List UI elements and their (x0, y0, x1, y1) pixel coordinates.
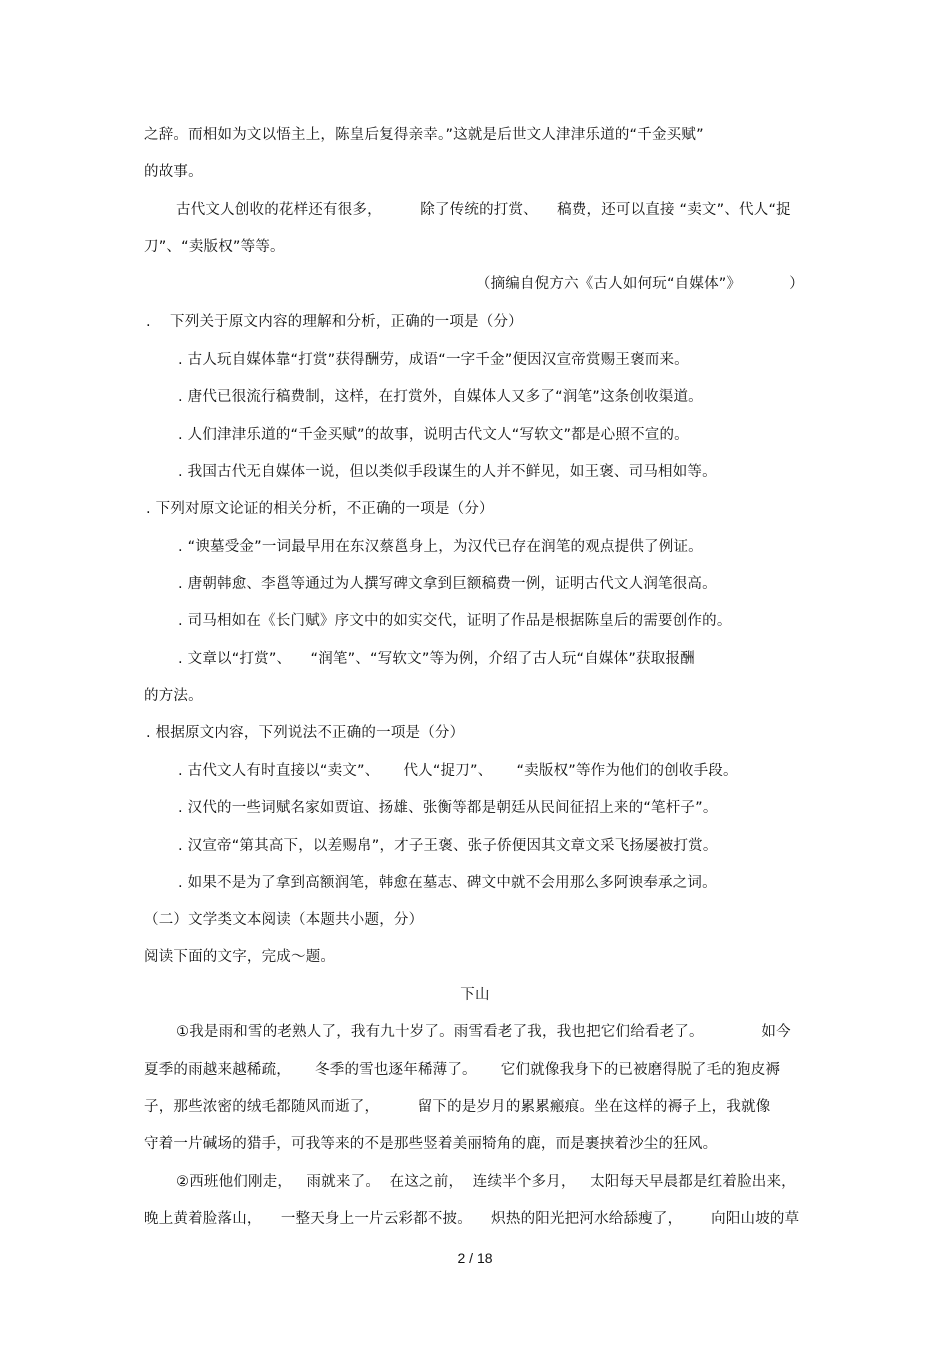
question-stem: . 下列对原文论证的相关分析，不正确的一项是（分） (146, 501, 494, 517)
paragraph-line: 古代文人创收的花样还有很多， 除了传统的打赏、 稿费，还可以直接 “卖文”、代人“捉 (176, 202, 791, 218)
section-instruction: 阅读下面的文字，完成～题。 (144, 949, 336, 965)
story-line: 晚上黄着脸落山， 一整天身上一片云彩都不披。 炽热的阳光把河水给舔瘦了， 向阳山坡的草 (144, 1211, 800, 1227)
story-line: ①我是雨和雪的老熟人了，我有九十岁了。雨雪看老了我，我也把它们给看老了。 如今 (176, 1024, 791, 1040)
story-title: 下山 (460, 987, 490, 1003)
source-citation: （摘编自倪方六《古人如何玩“自媒体”》 ） (475, 276, 804, 292)
question-option-continuation: 的方法。 (144, 688, 203, 704)
story-line: ②西班他们刚走， 雨就来了。 在这之前， 连续半个多月， 太阳每天早晨都是红着脸出来， (176, 1174, 796, 1190)
question-stem: . 根据原文内容，下列说法不正确的一项是（分） (146, 725, 465, 741)
question-option: . “谀墓受金”一词最早用在东汉蔡邕身上，为汉代已存在润笔的观点提供了例证。 (178, 539, 703, 555)
question-option: . 人们津津乐道的“千金买赋”的故事，说明古代文人“写软文”都是心照不宣的。 (178, 427, 689, 443)
question-option: . 古人玩自媒体靠“打赏”获得酬劳，成语“一字千金”便因汉宣帝赏赐王褒而来。 (178, 352, 689, 368)
question-stem: . 下列关于原文内容的理解和分析，正确的一项是（分） (146, 314, 523, 330)
paragraph-line: 刀”、“卖版权”等等。 (144, 239, 285, 255)
question-option: . 古代文人有时直接以“卖文”、 代人“捉刀”、 “卖版权”等作为他们的创收手段。 (178, 763, 738, 779)
question-option: . 文章以“打赏”、 “润笔”、“写软文”等为例，介绍了古人玩“自媒体”获取报酬 (178, 651, 695, 667)
page-number: 2 / 18 (457, 1250, 493, 1266)
question-option: . 唐代已很流行稿费制，这样，在打赏外，自媒体人又多了“润笔”这条创收渠道。 (178, 389, 703, 405)
question-option: . 汉宣帝“第其高下，以差赐帛”，才子王褒、张子侨便因其文章文采飞扬屡被打赏。 (178, 838, 718, 854)
story-line: 子，那些浓密的绒毛都随风而逝了， 留下的是岁月的累累瘢痕。坐在这样的褥子上，我就像 (144, 1099, 771, 1115)
question-option: . 司马相如在《长门赋》序文中的如实交代，证明了作品是根据陈皇后的需要创作的。 (178, 613, 732, 629)
paragraph-line: 的故事。 (144, 164, 203, 180)
story-line: 夏季的雨越来越稀疏， 冬季的雪也逐年稀薄了。 它们就像我身下的已被磨得脱了毛的狍皮褥 (144, 1062, 781, 1078)
story-line: 守着一片碱场的猎手，可我等来的不是那些竖着美丽犄角的鹿，而是裹挟着沙尘的狂风。 (144, 1136, 718, 1152)
question-option: . 我国古代无自媒体一说，但以类似手段谋生的人并不鲜见，如王褒、司马相如等。 (178, 464, 717, 480)
section-heading: （二）文学类文本阅读（本题共小题，分） (144, 912, 424, 928)
paragraph-line: 之辞。而相如为文以悟主上，陈皇后复得亲幸。”这就是后世文人津津乐道的“千金买赋” (144, 127, 704, 143)
question-option: . 汉代的一些词赋名家如贾谊、扬雄、张衡等都是朝廷从民间征招上来的“笔杆子”。 (178, 800, 718, 816)
question-option: . 唐朝韩愈、李邕等通过为人撰写碑文拿到巨额稿费一例，证明古代文人润笔很高。 (178, 576, 717, 592)
question-option: . 如果不是为了拿到高额润笔，韩愈在墓志、碑文中就不会用那么多阿谀奉承之词。 (178, 875, 717, 891)
